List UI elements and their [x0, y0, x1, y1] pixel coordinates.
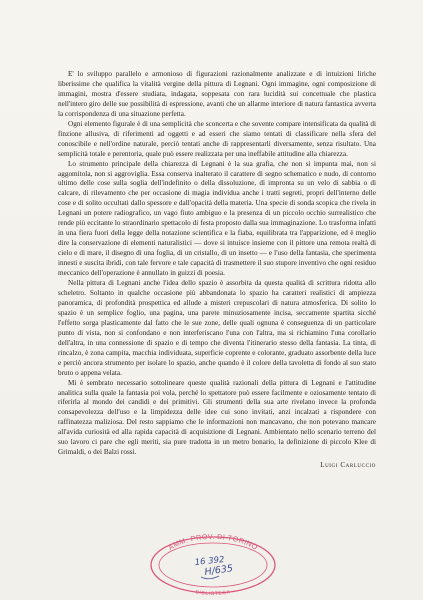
paragraph-2: Ogni elemento figurale è di una semplicità che sconcerta e che sovente compare intensificata da qualità di finzione allusiva, di riferimenti ad oggetti e ad esseri che siamo tentati di classificare nella sfera del conoscibile e nell'ordine naturale, perciò tentati anche di rappresentarli diversamente, senza risultato. Una semplicità totale e perentoria, quale può essere realizzata per una ineffabile attitudine alla chiarezza.	[58, 119, 376, 158]
stamp-handwritten-number: 16 392	[194, 554, 225, 568]
paragraph-4: Nella pittura di Legnani anche l'idea dello spazio è assorbita da questa qualità di scrittura ridotta allo scheletro. Soltanto in qualche occasione più abbandonata lo spazio ha caratteri realistici di ampiezza panoramica, di profondità prospettica ed allude a misteri crepuscolari di natura atmosferica. Di solito lo spazio è un semplice foglio, una pagina, una parete minuziosamente incisa, seccamente spartita sicché l'effetto sorga plasticamente dal fatto che le sue zone, delle quali ognuna è conseguenza di un particolare punto di vista, non si confondano e non interferiscano l'una con l'altra, ma si richiamino l'una corollario dell'altra, in una connessione di spazio e di tempo che diventa l'itinerario stesso della fantasia. La tinta, di rincalzo, è zona campita, macchia individuata, superficie coprente e colorante, graduato assorbente della luce e perciò ancora strumento per isolare lo spazio, anche quando è il colore della tavoletta di fondo al suo stato bruto o appena velata.	[58, 279, 376, 377]
library-stamp	[143, 531, 283, 595]
article-body	[58, 70, 376, 470]
stamp-handwritten-code: H/635	[203, 563, 234, 578]
stamp-graphic	[143, 531, 283, 595]
paragraph-3: Lo strumento principale della chiarezza di Legnani è la sua grafia, che non si impunta mai, non si aggomitola, non si aggroviglia. Essa conserva inalterato il carattere di segno schematico e nudo, di contorno ultimo delle cose sulla soglia dell'indefinito o della dissoluzione, di impronta su un velo di sabbia o di calcare, di rilevamento che per occasione di magia individua anche i tratti segreti, propri dell'interno delle cose e di solito occultati dallo spessore e dall'opacità della materia. Una specie di sonda scopica che rivela in Legnani un potere radiografico, un vago fiuto ambiguo e la presenza di un piccolo occhio surrealistico che rende più eccitante lo straordinario spettacolo di festa proposto dalla sua immaginazione. Lo trasforma infatti in una fiera fuori della legge della notazione scientifica e la fiaba, equilibrata tra l'apparizione, ed è meglio dire la conservazione di elementi naturalistici — dove si intuisce insieme con il pittore una remota realtà di cielo e di mare, il disegno di una foglia, di un cristallo, di un insetto — e l'uso della fantasia, che sperimenta innesti e suscita ibridi, con tale fervore e tale capacità di trasmettere il suo stupore inventivo che ogni residuo meccanico dell'operazione è annullato in guizzi di poesia.	[58, 159, 376, 278]
paragraph-1: E' lo sviluppo parallelo e armonioso di figurazioni razionalmente analizzate e di intuizioni liriche liberissime che qualifica la vitalità vergine della pittura di Legnani. Ogni immagine, ogni composizione di immagini, mostra d'essere studiata, indagata, soppesata con rara lucidità sui concettuale che plastica nell'intero giro delle sue possibilità di espressione, avanti che un allarme interiore di natura fantastica avverta la corrispondenza di una situazione perfetta.	[58, 70, 376, 118]
author-signature: Luigi Carluccio	[320, 461, 376, 470]
stamp-arc-text: AMM. PROV. DI TORINO	[166, 531, 260, 552]
stamp-bottom-text: BIBLIOTECA	[194, 589, 232, 595]
paragraph-5: Mi è sembrato necessario sottolineare queste qualità razionali della pittura di Legnani e l'attitudine analitica sulla quale la fantasia poi vola, perché lo spettatore può essere facilmente e oziosamente tentato di riferirla al mondo dei candidi e dei primitivi. Gli strumenti della sua arte rivelano invece la profonda consapevolezza dell'uso e la limpidezza delle idee cui sono invitati, anzi incalzati a rispondere con raffinatezza maliziosa. Del resto sappiamo che le informazioni non mancavano, che non potevano mancare all'avida curiosità ed alla rapida capacità di acquisizione di Legnani. Ambientato nello scenario terreno del suo lavoro ci pare che egli meriti, sia pure tradotta in un metro bonario, la definizione di piccolo Klee di Grimaldi, o dei Balzi rossi.	[58, 378, 376, 457]
stamp-arc-text-holder	[166, 532, 259, 552]
stamp-bottom-text-holder	[195, 589, 231, 595]
